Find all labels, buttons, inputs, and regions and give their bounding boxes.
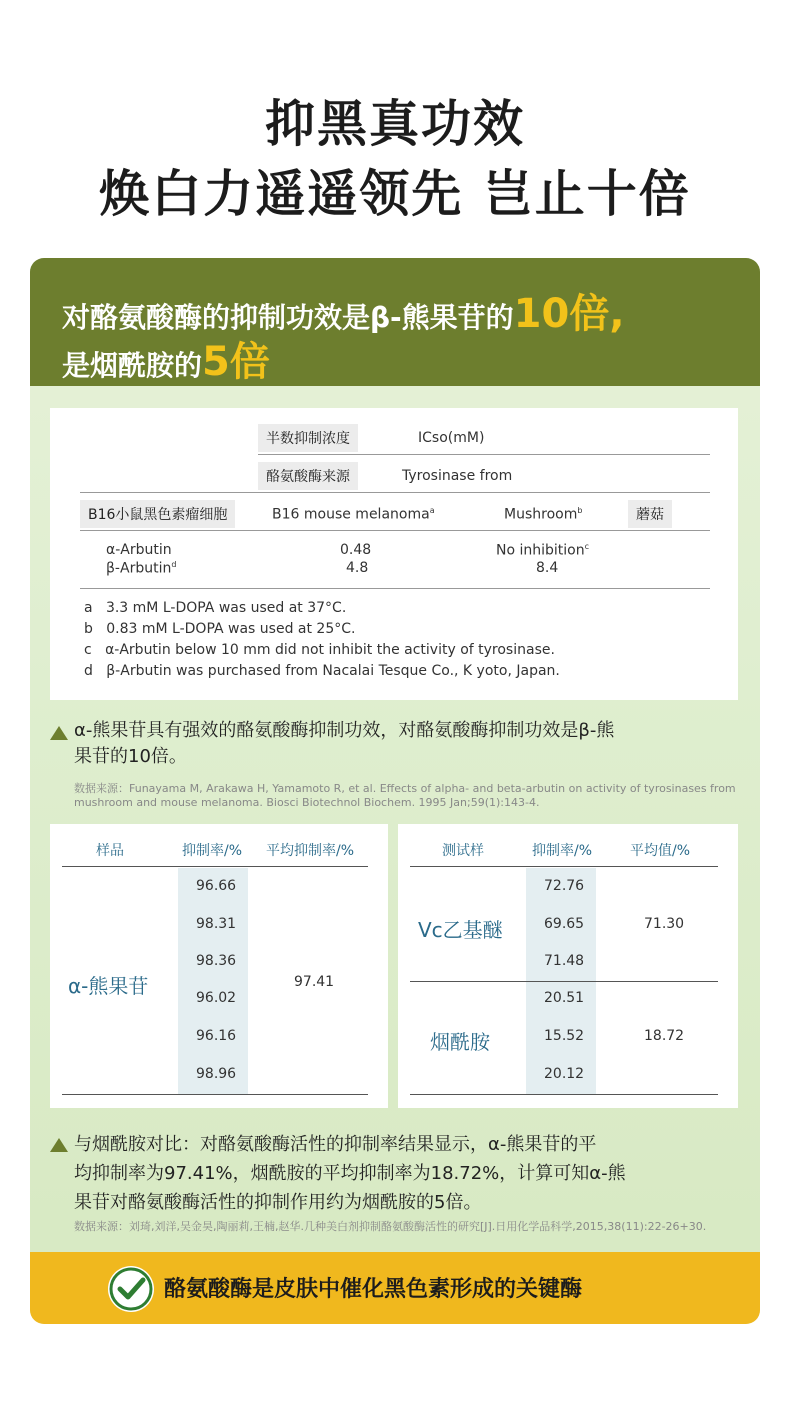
note-1-line-1: α-熊果苷具有强效的酪氨酸酶抑制功效，对酪氨酸酶抑制功效是β-熊: [74, 720, 615, 741]
footnote-d: [84, 663, 560, 679]
header-sample: 样品: [96, 843, 124, 859]
footnote-key: c: [84, 642, 92, 658]
bottom-banner-text: 酪氨酸酶是皮肤中催化黑色素形成的关键酶: [164, 1277, 583, 1302]
rate-cell: 20.51: [544, 990, 585, 1006]
mushroom-text: Mushroom: [504, 506, 578, 523]
divider: [410, 1094, 718, 1095]
note-1-line-2: 果苷的10倍。: [74, 746, 187, 767]
divider: [62, 866, 368, 867]
rate-cell: 98.31: [196, 916, 237, 932]
header-avg-rate: 平均抑制率/%: [266, 843, 355, 859]
average-cell: 71.30: [644, 916, 685, 932]
row-alpha-mushroom: [496, 542, 589, 559]
banner-line-2-text: 是烟酰胺的: [62, 349, 203, 382]
alpha-arbutin-table: [50, 824, 388, 1108]
headline-line-2: 焕白力遥遥领先 岂止十倍: [99, 165, 691, 223]
tag-half-inhibition: 半数抑制浓度: [258, 424, 358, 452]
tag-mushroom: 蘑菇: [628, 500, 672, 528]
banner-highlight-5x: 5倍: [202, 339, 270, 385]
divider: [80, 530, 710, 531]
footnote-b: [84, 621, 355, 637]
rate-column-shade: [178, 868, 248, 1094]
source-1-line-1: 数据来源：Funayama M, Arakawa H, Yamamoto R, et al. Effects of alpha- and beta-arbutin on activity of tyrosinases from: [74, 782, 736, 795]
banner-line-1-text: 对酪氨酸酶的抑制功效是β-熊果苷的: [62, 301, 514, 334]
header-rate: 抑制率/%: [182, 843, 243, 859]
note-2: [74, 1130, 626, 1217]
footnote-key: d: [84, 663, 93, 679]
ic50-table: [50, 408, 738, 700]
b16-sup: a: [429, 506, 435, 515]
mushroom-header: [504, 506, 582, 523]
no-inhibition-sup: c: [584, 542, 590, 551]
rate-cell: 71.48: [544, 953, 585, 969]
banner: [30, 258, 760, 386]
header-test-sample: 测试样: [442, 843, 484, 859]
source-1-line-2: mushroom and mouse melanoma. Biosci Biotechnol Biochem. 1995 Jan;59(1):143-4.: [74, 796, 540, 809]
row-alpha-b16: 0.48: [340, 542, 372, 558]
bottom-banner: [30, 1252, 760, 1324]
rate-cell: 69.65: [544, 916, 585, 932]
divider: [80, 492, 710, 493]
ic50-label: ICso(mM): [418, 430, 485, 446]
beta-sup: d: [171, 560, 177, 569]
rate-cell: 96.02: [196, 990, 237, 1006]
footnote-text: α-Arbutin below 10 mm did not inhibit the activity of tyrosinase.: [105, 642, 555, 658]
footnote-text: 0.83 mM L-DOPA was used at 25°C.: [106, 621, 356, 637]
average-cell: 18.72: [644, 1028, 685, 1044]
divider: [80, 588, 710, 589]
note-1: [74, 718, 614, 770]
footnote-text: β-Arbutin was purchased from Nacalai Tesque Co., K yoto, Japan.: [106, 663, 560, 679]
banner-highlight-10x: 10倍,: [513, 291, 625, 337]
row-beta-mushroom: 8.4: [536, 560, 559, 576]
footnote-text: 3.3 mM L-DOPA was used at 37°C.: [105, 600, 347, 616]
footnote-a: [84, 600, 346, 616]
b16-melanoma-text: B16 mouse melanoma: [272, 506, 430, 523]
b16-melanoma-header: [272, 506, 435, 523]
check-icon: [108, 1266, 154, 1312]
alpha-arbutin-label: α-Arbutin: [106, 542, 172, 558]
note-2-line-2: 均抑制率为97.41%，烟酰胺的平均抑制率为18.72%，计算可知α-熊: [74, 1163, 626, 1184]
footnote-key: a: [84, 600, 93, 616]
sample-vc-ethyl-ether: Vc乙基醚: [418, 918, 503, 942]
row-beta-b16: 4.8: [346, 560, 369, 576]
sample-alpha-arbutin: α-熊果苷: [68, 974, 149, 998]
tag-enzyme-source: 酪氨酸酶来源: [258, 462, 358, 490]
note-2-line-1: 与烟酰胺对比：对酪氨酸酶活性的抑制率结果显示，α-熊果苷的平: [74, 1134, 597, 1155]
rate-cell: 15.52: [544, 1028, 585, 1044]
source-2: 数据来源：刘琦,刘洋,吴金昊,陶丽莉,王楠,赵华.几种美白剂抑制酪氨酸酶活性的研究[J].日用化学品科学,2015,38(11):22-26+30.: [74, 1220, 707, 1233]
divider: [410, 866, 718, 867]
header-rate: 抑制率/%: [532, 843, 593, 859]
row-alpha-name: [106, 542, 172, 558]
tag-b16-cells: B16小鼠黑色素瘤细胞: [80, 500, 235, 528]
sample-niacinamide: 烟酰胺: [430, 1030, 490, 1054]
comparison-table: [398, 824, 738, 1108]
source-1: [74, 782, 736, 810]
divider: [258, 454, 710, 455]
info-card: [30, 258, 760, 1324]
divider: [62, 1094, 368, 1095]
rate-cell: 96.16: [196, 1028, 237, 1044]
rate-cell: 98.36: [196, 953, 237, 969]
mushroom-sup: b: [577, 506, 583, 515]
note-2-line-3: 果苷对酪氨酸酶活性的抑制作用约为烟酰胺的5倍。: [74, 1192, 482, 1213]
banner-line-2: [62, 330, 270, 387]
triangle-bullet-icon: [50, 1138, 68, 1152]
triangle-bullet-icon: [50, 726, 68, 740]
footnote-key: b: [84, 621, 93, 637]
rate-cell: 96.66: [196, 878, 237, 894]
rate-cell: 72.76: [544, 878, 585, 894]
footnote-c: [84, 642, 555, 658]
average-cell: 97.41: [294, 974, 335, 990]
no-inhibition-label: No inhibition: [496, 542, 585, 559]
rate-cell: 98.96: [196, 1066, 237, 1082]
tyrosinase-from-label: Tyrosinase from: [402, 468, 513, 484]
divider: [410, 981, 718, 982]
header-average: 平均值/%: [630, 843, 691, 859]
beta-arbutin-label: β-Arbutin: [106, 560, 172, 577]
headline-line-1: 抑黑真功效: [265, 95, 525, 153]
rate-cell: 20.12: [544, 1066, 585, 1082]
row-beta-name: [106, 560, 176, 577]
